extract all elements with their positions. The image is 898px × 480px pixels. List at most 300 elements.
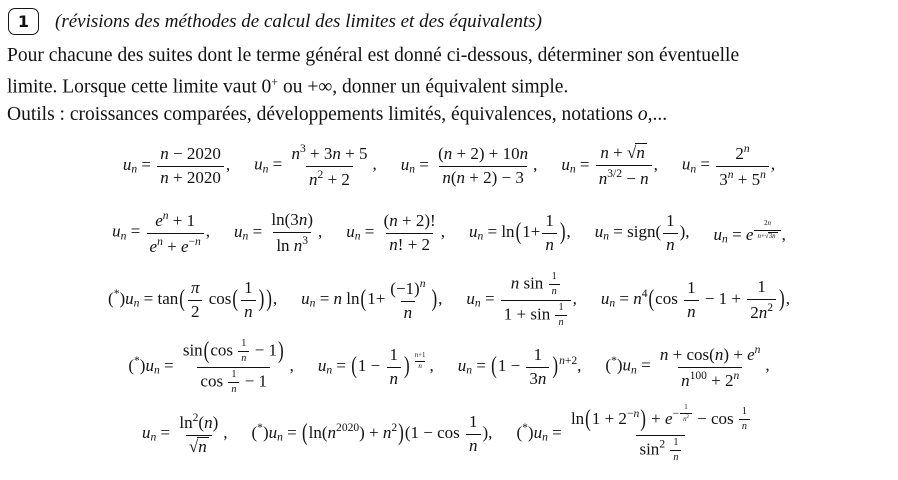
math-text: = <box>727 225 746 245</box>
math-variable: n <box>162 209 169 223</box>
math-text: 3 <box>299 142 306 156</box>
formula <box>714 220 786 245</box>
denominator <box>466 434 481 456</box>
math-text: = <box>636 356 655 376</box>
numerator <box>549 271 560 284</box>
math-text: sin <box>182 340 203 360</box>
math-variable: n <box>389 368 399 388</box>
math-variable: n <box>558 316 564 328</box>
math-variable: n <box>757 232 761 240</box>
math-text: cos <box>200 371 228 391</box>
fraction <box>670 437 681 464</box>
math-variable: n <box>354 229 361 243</box>
denominator <box>306 166 353 190</box>
fraction <box>268 210 316 256</box>
math-text: 1 <box>687 278 696 298</box>
math-variable: n <box>466 363 473 377</box>
superscript <box>687 415 689 420</box>
math-text: − 1 <box>250 340 277 360</box>
paren: ) <box>779 284 785 312</box>
paren: ) <box>552 351 559 379</box>
math-variable: u <box>468 222 478 242</box>
numerator <box>466 412 481 433</box>
superscript <box>559 354 577 367</box>
denominator <box>273 232 311 256</box>
math-text: ) <box>119 289 126 309</box>
math-variable: u <box>122 155 132 175</box>
denominator <box>754 230 780 241</box>
intro-line-2-post: ou +∞, donner un équivalent simple. <box>278 76 569 98</box>
numerator <box>387 345 402 366</box>
math-text: , <box>653 155 658 175</box>
denominator <box>157 166 224 188</box>
math-variable: n <box>537 368 547 388</box>
numerator <box>739 406 750 419</box>
math-variable: n <box>382 423 392 443</box>
fraction <box>684 278 699 322</box>
math-text: ln(3 <box>271 210 299 230</box>
denominator <box>739 419 750 433</box>
fraction <box>188 278 203 322</box>
math-text: 2 <box>317 167 324 181</box>
math-text: = <box>159 356 178 376</box>
denominator <box>680 413 692 424</box>
math-text: 1 <box>545 211 554 231</box>
denominator <box>663 233 678 255</box>
tools-text-pre: Outils : croissances comparées, développements limités, équivalences, notations <box>7 103 638 125</box>
superscript <box>733 369 739 382</box>
math-variable: n <box>419 277 426 291</box>
math-variable: u <box>142 423 151 443</box>
numerator <box>761 220 774 229</box>
paren: ( <box>491 351 497 379</box>
numerator <box>288 142 370 165</box>
math-variable: n <box>231 383 237 395</box>
math-variable: n <box>469 435 478 455</box>
math-variable: n <box>474 296 481 310</box>
math-variable: n <box>244 301 253 321</box>
math-text: + 1 <box>168 211 196 231</box>
math-text: ln <box>276 235 294 255</box>
formula <box>301 277 442 323</box>
paren: ) <box>431 284 438 312</box>
math-text: = <box>480 289 499 309</box>
math-variable: u <box>125 289 134 309</box>
superscript <box>302 234 308 247</box>
math-variable: n <box>598 168 608 188</box>
radical-sign: √ <box>188 436 198 456</box>
math-variable: n <box>160 167 169 187</box>
math-variable: n <box>133 296 140 310</box>
denominator <box>186 435 212 457</box>
math-text: sign( <box>627 222 662 242</box>
fraction <box>412 352 429 372</box>
math-text: 3 <box>719 169 728 189</box>
math-text: ln <box>570 408 585 428</box>
math-text: , <box>317 222 323 242</box>
math-text: 2 <box>391 421 398 435</box>
math-text: cos <box>655 289 683 309</box>
math-text: * <box>257 421 263 435</box>
formula <box>561 143 657 189</box>
math-variable: e <box>149 236 158 256</box>
fraction <box>238 338 249 365</box>
radicand <box>768 232 778 241</box>
math-text: 3 <box>768 232 773 240</box>
math-text: 100 <box>689 368 707 382</box>
math-text: 1 <box>551 271 557 283</box>
math-text: = <box>360 222 379 242</box>
math-text: = <box>282 423 301 443</box>
math-text: = <box>137 155 156 175</box>
numerator <box>542 211 557 232</box>
fraction <box>663 211 678 255</box>
math-row-2 <box>7 200 891 267</box>
math-row-3 <box>7 267 891 334</box>
numerator <box>663 211 678 232</box>
math-variable: n <box>204 413 213 433</box>
radicand <box>635 143 647 163</box>
math-text: ) <box>212 413 219 433</box>
superscript <box>755 343 761 356</box>
math-text: ln <box>179 413 193 433</box>
math-text: + 2020 <box>168 167 221 187</box>
math-variable: u <box>268 423 278 443</box>
math-text: 2 <box>190 301 200 321</box>
math-text: − <box>188 234 196 248</box>
math-variable: n <box>309 296 316 310</box>
math-variable: n <box>743 142 750 156</box>
paren: ) <box>266 284 272 312</box>
intro-line-2-pre: limite. Lorsque cette limite vaut 0 <box>7 76 272 98</box>
math-text: , <box>440 222 445 242</box>
math-text: + 5 <box>733 169 761 189</box>
denominator <box>387 367 402 389</box>
math-variable: n <box>150 430 157 444</box>
math-variable: n <box>758 302 768 322</box>
paren: ( <box>232 284 239 312</box>
math-text: − 1 <box>240 371 268 391</box>
denominator <box>197 367 270 396</box>
math-variable: u <box>457 356 467 376</box>
math-text: 1 <box>673 436 679 448</box>
math-text: − 2020 <box>168 144 221 164</box>
math-text: ) <box>616 356 623 376</box>
exercise-number-box <box>8 8 39 35</box>
fraction <box>466 412 481 456</box>
fraction <box>568 404 754 464</box>
math-variable: u <box>681 155 691 175</box>
math-text: − <box>626 406 634 420</box>
math-text: 2 <box>735 144 744 164</box>
math-variable: n <box>298 210 308 230</box>
math-text <box>665 439 669 458</box>
math-text: , <box>577 356 582 376</box>
exercise-header <box>8 8 891 35</box>
fraction <box>288 142 370 190</box>
math-variable: n <box>160 144 169 164</box>
paren: ( <box>179 284 185 312</box>
math-text: , <box>289 356 294 376</box>
math-text: 2 <box>192 411 199 425</box>
formula <box>466 271 576 329</box>
math-text: , <box>785 289 790 309</box>
superscript <box>767 301 773 314</box>
math-text: 2020 <box>336 421 360 435</box>
fraction <box>241 278 256 322</box>
math-text: 1 + 2 <box>591 408 627 428</box>
math-variable: n <box>293 235 303 255</box>
math-text: 2 <box>764 220 768 228</box>
math-variable: n <box>443 144 453 164</box>
math-variable: u <box>346 222 355 242</box>
math-text: 1 <box>389 345 399 365</box>
math-variable: u <box>145 356 154 376</box>
math-variable: n <box>389 234 398 254</box>
fraction <box>180 338 288 396</box>
numerator <box>387 277 428 300</box>
math-variable: n <box>673 451 679 463</box>
math-variable: u <box>466 289 475 309</box>
math-variable: n <box>291 144 300 164</box>
intro-line-1-text: Pour chacune des suites dont le terme général est donné ci-dessous, déterminer son éventuelle <box>7 45 740 66</box>
math-variable: n <box>609 296 616 310</box>
paren: ) <box>398 418 404 446</box>
math-text: , <box>205 222 211 242</box>
math-variable: n <box>722 232 728 246</box>
math-text: ( <box>605 356 612 376</box>
math-text: 2 <box>686 415 689 421</box>
math-text: 1 <box>757 277 766 297</box>
math-text: 3 <box>302 233 309 247</box>
math-text: * <box>611 354 617 368</box>
fraction <box>555 302 566 329</box>
denominator <box>555 315 566 329</box>
numerator <box>180 338 288 366</box>
math-text: − <box>672 406 680 420</box>
math-text: ( <box>450 167 457 187</box>
fraction <box>549 271 560 298</box>
superscript <box>607 167 622 180</box>
math-variable: n <box>636 143 645 163</box>
fraction <box>501 271 571 329</box>
denominator <box>228 382 239 396</box>
math-variable: n <box>687 301 696 321</box>
math-text: , <box>566 222 571 242</box>
denominator <box>549 284 560 298</box>
math-text: , <box>272 289 278 309</box>
math-variable: n <box>414 351 419 359</box>
math-text: = <box>268 155 287 175</box>
math-text: = <box>315 289 334 309</box>
math-variable: n <box>542 430 548 444</box>
math-text: ) + <box>723 345 748 365</box>
formula <box>123 144 230 188</box>
sqrt-radical <box>189 437 209 456</box>
superscript <box>690 369 707 382</box>
fraction <box>387 345 402 389</box>
math-variable: n <box>403 302 413 322</box>
superscript <box>411 351 430 370</box>
math-text: * <box>134 354 140 368</box>
radical-sign: √ <box>764 232 768 240</box>
math-variable: n <box>640 168 649 188</box>
superscript <box>744 142 750 155</box>
math-variable: n <box>741 421 747 433</box>
math-text: − <box>621 168 641 188</box>
math-text: = <box>332 356 351 376</box>
math-text: 2 <box>659 437 666 451</box>
math-text: 1+ <box>522 222 541 242</box>
math-text: (−1) <box>390 279 420 299</box>
superscript <box>753 220 781 240</box>
fraction <box>657 343 764 391</box>
math-text: +2 <box>564 354 578 368</box>
math-text: ln( <box>308 423 328 443</box>
math-variable: n <box>569 162 576 176</box>
formula <box>142 411 227 457</box>
math-text: , <box>223 423 228 443</box>
formula <box>516 404 756 464</box>
numerator <box>568 404 754 435</box>
math-variable: n <box>409 162 415 176</box>
denominator <box>401 301 416 323</box>
intro-line-tools <box>7 101 891 128</box>
paren: ) <box>277 336 284 364</box>
math-text: ) <box>139 356 146 376</box>
math-text: = <box>547 423 566 443</box>
math-row-5 <box>7 401 891 468</box>
math-variable: n <box>262 162 269 176</box>
math-variable: n <box>195 234 201 248</box>
numerator <box>238 338 249 351</box>
math-variable: e <box>155 211 163 231</box>
math-text: 1 − <box>497 356 525 376</box>
numerator <box>531 345 546 366</box>
math-variable: n <box>733 368 740 382</box>
fraction <box>526 345 549 389</box>
denominator <box>238 351 249 365</box>
sqrt-radical <box>765 233 778 240</box>
math-variable: n <box>389 211 398 231</box>
math-variable: u <box>112 222 121 242</box>
fraction <box>147 209 204 257</box>
formula <box>469 211 571 255</box>
math-text: ( <box>383 211 390 231</box>
math-row-1 <box>7 133 891 200</box>
math-text: ) <box>262 423 269 443</box>
math-text: sin <box>639 439 660 459</box>
denominator <box>747 299 776 323</box>
math-row-4 <box>7 334 891 401</box>
formula <box>128 338 294 396</box>
math-variable: n <box>456 167 465 187</box>
denominator <box>415 361 424 371</box>
denominator <box>670 450 681 464</box>
superscript <box>627 407 639 420</box>
denominator <box>439 166 527 188</box>
math-variable: n <box>681 370 690 390</box>
numerator <box>684 278 699 299</box>
math-text: sin <box>519 273 548 293</box>
math-variable: u <box>317 356 327 376</box>
paren: ) <box>404 351 410 379</box>
math-text: 1 <box>231 368 237 380</box>
formula <box>108 278 277 322</box>
denominator <box>526 367 549 389</box>
math-variable: n <box>754 343 761 357</box>
math-text: 1+ <box>367 289 386 309</box>
math-variable: e <box>180 236 189 256</box>
math-variable: n <box>326 363 333 377</box>
math-text: + 2 <box>706 370 734 390</box>
math-variable: n <box>277 430 283 444</box>
math-text: ( <box>251 423 258 443</box>
math-text: , <box>533 155 538 175</box>
formula <box>595 211 690 255</box>
formula <box>401 144 538 188</box>
intro-text <box>7 42 891 128</box>
math-text: ( <box>128 356 134 376</box>
math-text: + cos( <box>668 345 715 365</box>
math-text: = <box>248 222 267 242</box>
math-text: + 5 <box>340 144 368 164</box>
formula <box>112 209 210 257</box>
fraction <box>747 277 776 323</box>
math-variable: n <box>442 167 451 187</box>
superscript <box>420 277 426 290</box>
math-text: ) + <box>359 423 383 443</box>
tools-text-post: ,... <box>647 103 668 125</box>
math-text: 1 <box>469 412 478 432</box>
fraction <box>542 211 557 255</box>
formula <box>458 345 582 389</box>
paren: ) <box>258 284 265 312</box>
math-text: = <box>609 222 628 242</box>
radicand <box>197 437 209 457</box>
denominator <box>386 233 433 255</box>
math-variable: n <box>333 289 343 309</box>
superscript <box>189 235 201 248</box>
fraction <box>680 404 692 424</box>
math-text: 1 <box>741 406 747 418</box>
math-text: , <box>572 289 577 309</box>
fraction <box>381 211 439 255</box>
math-variable: n <box>241 353 247 365</box>
math-text: + <box>760 232 765 240</box>
math-text: 1 <box>244 278 253 298</box>
math-text: 1 − <box>357 356 385 376</box>
denominator <box>241 300 256 322</box>
numerator <box>435 144 531 165</box>
formulas-section <box>7 133 891 468</box>
math-text: 3 <box>529 368 538 388</box>
math-text: ( <box>516 423 523 443</box>
math-variable: n <box>631 363 637 377</box>
numerator <box>241 278 256 299</box>
numerator <box>152 209 198 232</box>
math-text: 4 <box>641 287 648 301</box>
math-text: + <box>162 236 181 256</box>
math-variable: n <box>714 345 724 365</box>
math-variable: n <box>727 167 734 181</box>
math-variable: n <box>559 354 565 368</box>
math-text: + 2)! <box>397 211 436 231</box>
fraction <box>176 411 221 457</box>
sqrt-radical <box>627 143 647 162</box>
numerator <box>597 143 649 164</box>
math-text: ), <box>679 222 690 242</box>
